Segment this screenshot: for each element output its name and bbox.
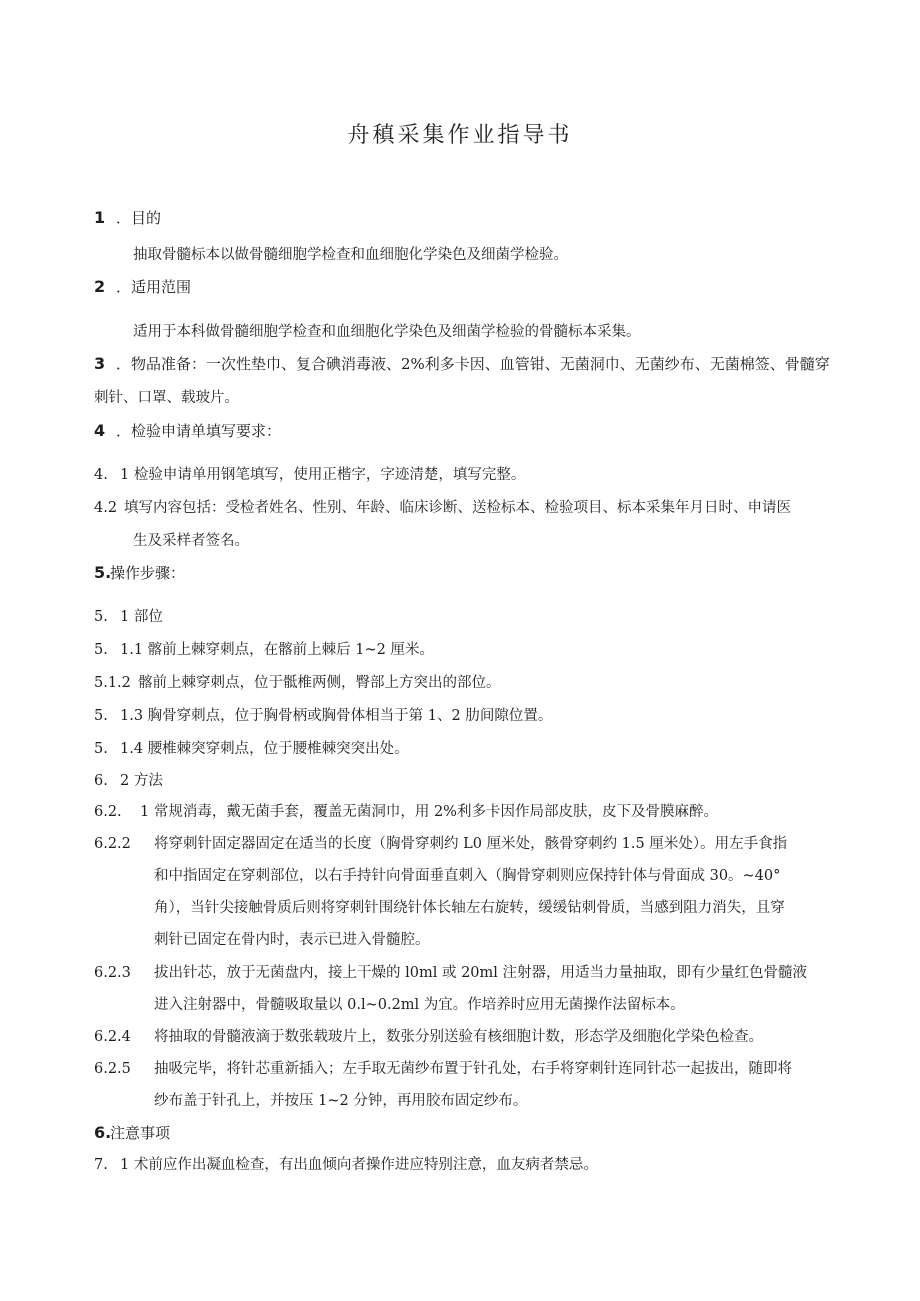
item-text: 拔出针芯，放于无菌盘内，接上干燥的 l0ml 或 20ml 注射器，用适当力量抽取，即有少量红色骨髓液: [154, 965, 808, 981]
section-number: 1: [94, 208, 106, 227]
item-6-2-1: [94, 800, 718, 821]
item-text: 将抽取的骨髓液滴于数张载玻片上，数张分别送验有核细胞计数，形态学及细胞化学染色检查。: [154, 1029, 763, 1045]
section-1-heading: [94, 207, 161, 228]
item-6-2-3: [94, 961, 807, 982]
item-number: 5.: [94, 741, 108, 757]
item-text: 1.1 髂前上棘穿刺点，在髂前上棘后 1~2 厘米。: [120, 642, 434, 658]
item-5-1-2: [94, 671, 501, 692]
item-6-2-2-continuation-1: 和中指固定在穿刺部位，以右手持针向骨面垂直刺入（胸骨穿刺则应保持针体与骨面成 30。~40°: [154, 868, 781, 884]
item-text: 将穿刺针固定器固定在适当的长度（胸骨穿刺约 L0 厘米处，骸骨穿刺约 1.5 厘米处）。用左手食指: [154, 836, 788, 852]
item-text: 1 检验申请单用钢笔填写，使用正楷字，字迹清楚，填写完整。: [120, 467, 526, 483]
item-text: 1 部位: [120, 609, 163, 625]
item-number: 6.2.5: [94, 1061, 131, 1077]
item-6-2-2-continuation-3: 刺针已固定在骨内时，表示已进入骨髓腔。: [154, 932, 430, 948]
section-label: 注意事项: [110, 1124, 171, 1142]
section-3-heading: [94, 353, 830, 374]
item-5-1-3: [94, 704, 552, 725]
item-text: 填写内容包括：受检者姓名、性别、年龄、临床诊断、送检标本、检验项目、标本采集年月日时、申请医: [124, 500, 791, 516]
item-6-2-2-continuation-2: 角），当针尖接触骨质后则将穿刺针围绕针体长轴左右旋转，缓缓钻刺骨质，当感到阻力消失，且穿: [154, 900, 785, 916]
section-number: 5.: [94, 563, 112, 582]
section-6-heading: [94, 1122, 170, 1143]
item-number: 5.: [94, 708, 108, 724]
item-6-2-5: [94, 1057, 792, 1078]
document-title: 舟稹采集作业指导书: [347, 123, 573, 148]
section-label: ．检验申请单填写要求：: [116, 422, 282, 440]
section-number: 2: [94, 277, 106, 296]
item-text: 1.3 胸骨穿刺点，位于胸骨柄或胸骨体相当于第 1、2 肋间隙位置。: [120, 708, 553, 724]
item-6-2: [94, 769, 163, 790]
section-number: 3: [94, 354, 106, 373]
item-text: 髂前上棘穿刺点，位于骶椎两侧，臀部上方突出的部位。: [138, 675, 501, 691]
item-6-2-2: [94, 832, 787, 853]
item-4-2-continuation: 生及采样者签名。: [133, 533, 249, 549]
item-number: 6.2.: [94, 804, 122, 820]
item-6-2-5-continuation: 纱布盖于针孔上，并按压 1~2 分钟，再用胶布固定纱布。: [154, 1093, 528, 1109]
item-6-2-3-continuation: 进入注射器中，骨髓吸取量以 0.l~0.2ml 为宜。作培养时应用无菌操作法留标本。: [154, 997, 685, 1013]
item-text: 抽吸完毕，将针芯重新插入；左手取无菌纱布置于针孔处，右手将穿刺针连同针芯一起拔出，随即将: [154, 1061, 792, 1077]
item-number: 6.2.4: [94, 1029, 131, 1045]
item-text: 1.4 腰椎棘突穿刺点，位于腰椎棘突突出处。: [120, 741, 409, 757]
section-4-heading: [94, 420, 281, 441]
section-3-continuation: 刺针、口罩、载玻片。: [94, 390, 239, 406]
section-2-heading: [94, 276, 191, 297]
item-5-1-4: [94, 737, 409, 758]
item-number: 6.: [94, 773, 108, 789]
section-label: 操作步骤：: [110, 564, 186, 582]
item-number: 7.: [94, 1157, 108, 1173]
section-label: ．物品准备：一次性垫巾、复合碘消毒液、2%利多卡因、血管钳、无菌洞巾、无菌纱布、无菌棉签、骨髓穿: [116, 355, 830, 373]
item-number: 5.: [94, 609, 108, 625]
item-text: 1 术前应作出凝血检查，有出血倾向者操作进应特别注意，血友病者禁忌。: [120, 1157, 598, 1173]
section-label: ．目的: [116, 209, 162, 227]
item-text: 2 方法: [120, 773, 163, 789]
item-6-2-4: [94, 1025, 763, 1046]
item-number: 4.2: [94, 500, 118, 516]
item-4-2: [94, 496, 791, 517]
section-label: ．适用范围: [116, 278, 192, 296]
section-5-heading: [94, 562, 185, 583]
item-4-1: [94, 463, 525, 484]
section-2-body: 适用于本科做骨髓细胞学检查和血细胞化学染色及细菌学检验的骨髓标本采集。: [133, 324, 641, 340]
section-number: 4: [94, 421, 106, 440]
item-5-1-1: [94, 638, 434, 659]
item-number: 6.2.2: [94, 836, 131, 852]
item-number: 5.1.2: [94, 675, 131, 691]
item-5-1: [94, 605, 163, 626]
section-1-body: 抽取骨髓标本以做骨髓细胞学检查和血细胞化学染色及细菌学检验。: [133, 247, 568, 263]
item-number: 6.2.3: [94, 965, 131, 981]
item-number: 5.: [94, 642, 108, 658]
item-text: 1 常规消毒，戴无菌手套，覆盖无菌洞巾，用 2%利多卡因作局部皮肤，皮下及骨膜麻醉。: [140, 804, 718, 820]
item-7-1: [94, 1153, 598, 1174]
item-number: 4.: [94, 467, 108, 483]
section-number: 6.: [94, 1123, 112, 1142]
